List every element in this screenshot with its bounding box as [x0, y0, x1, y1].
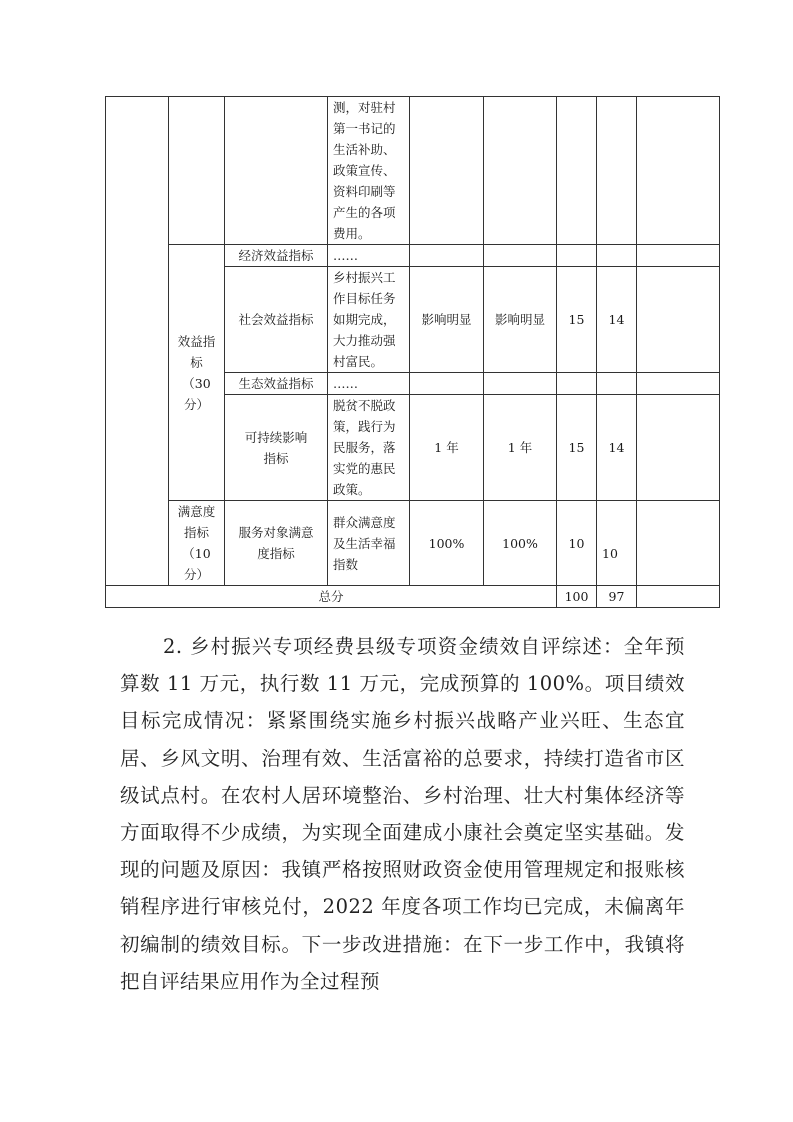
table-row: [106, 501, 720, 586]
score-cell: [597, 245, 637, 267]
text-line: 政策宣传、: [333, 163, 396, 178]
text-line: 分）: [183, 567, 209, 582]
text-line: 民服务，落: [333, 440, 396, 455]
text-line: （30: [182, 375, 211, 391]
second-level-cell: [169, 97, 225, 245]
first-level-cell: [106, 97, 169, 586]
text-line: 服务对象满意: [238, 525, 314, 540]
score-cell: 14: [597, 267, 637, 373]
text-line: 实党的惠民: [333, 461, 396, 476]
indicator-cell: 社会效益指标: [225, 267, 328, 373]
text-line: 脱贫不脱政: [333, 398, 396, 413]
total-weight: 100: [557, 586, 597, 608]
score-cell: 14: [597, 395, 637, 501]
text-line: 作目标任务: [333, 291, 396, 306]
text-line: 如期完成，: [333, 312, 396, 327]
target-cell: 影响明显: [410, 267, 484, 373]
text-line: 度指标: [257, 546, 295, 561]
text-line: 生活补助、: [333, 142, 396, 157]
table-row: [106, 97, 720, 245]
actual-cell: 影响明显: [484, 267, 557, 373]
target-cell: 1 年: [410, 395, 484, 501]
note-cell: [637, 501, 720, 586]
text-line: 标: [190, 354, 203, 370]
benefit-group-label: [169, 245, 225, 501]
content-cell: [328, 395, 410, 501]
score-cell: [597, 97, 637, 245]
weight-cell: [557, 97, 597, 245]
indicator-cell: 生态效益指标: [225, 373, 328, 395]
text-line: ……: [333, 248, 358, 263]
text-line: 指标: [183, 525, 209, 540]
actual-cell: [484, 373, 557, 395]
content-cell: [328, 373, 410, 395]
score-cell: [597, 373, 637, 395]
indicator-cell: [225, 501, 328, 586]
content-lines: [333, 97, 404, 244]
text-line: 资料印刷等: [333, 184, 396, 199]
text-line: 及生活幸福: [333, 535, 396, 551]
satisfaction-group-label: [169, 501, 225, 586]
text-line: 满意度: [177, 504, 216, 519]
indicator-cell: [225, 97, 328, 245]
total-score: 97: [597, 586, 637, 608]
text-line: 测，对驻村: [333, 100, 396, 115]
text-line: 村富民。: [333, 354, 384, 369]
note-cell: [637, 97, 720, 245]
text-line: 分）: [183, 396, 209, 412]
text-line: （10: [182, 546, 211, 561]
note-cell: [637, 373, 720, 395]
score-cell: 10: [597, 501, 637, 586]
weight-cell: 15: [557, 267, 597, 373]
text-line: 效益指: [177, 333, 216, 349]
text-line: 产生的各项: [333, 205, 396, 220]
self-evaluation-paragraph: 2. 乡村振兴专项经费县级专项资金绩效自评综述：全年预算数 11 万元，执行数 11 万元，完成预算的 100%。项目绩效目标完成情况：紧紧围绕实施乡村振兴战略产业兴旺、生态宜居、乡风文明、治理有效、生活富裕的总要求，持续打造省市区级试点村。在农村人居环境整治、乡村治理、壮大村集体经济等方面取得不少成绩，为实现全面建成小康社会奠定坚实基础。发现的问题及原因：我镇严格按照财政资金使用管理规定和报账核销程序进行审核兑付，2022 年度各项工作均已完成，未偏离年初编制的绩效目标。下一步改进措施：在下一步工作中，我镇将把自评结果应用作为全过程预: [120, 635, 685, 993]
text-line: 费用。: [333, 226, 371, 241]
weight-cell: 10: [557, 501, 597, 586]
note-cell: [637, 267, 720, 373]
note-cell: [637, 245, 720, 267]
weight-cell: [557, 245, 597, 267]
actual-cell: [484, 97, 557, 245]
indicator-cell: 经济效益指标: [225, 245, 328, 267]
actual-cell: 1 年: [484, 395, 557, 501]
text-line: ……: [333, 376, 358, 391]
text-line: 乡村振兴工: [333, 270, 396, 285]
text-line: 群众满意度: [333, 514, 396, 530]
content-cell: [328, 245, 410, 267]
text-line: 第一书记的: [333, 121, 396, 136]
target-cell: [410, 373, 484, 395]
text-line: 政策。: [333, 482, 371, 497]
indicator-cell: [225, 395, 328, 501]
total-row: [106, 586, 720, 608]
actual-cell: [484, 245, 557, 267]
weight-cell: [557, 373, 597, 395]
target-cell: [410, 97, 484, 245]
text-line: 大力推动强: [333, 333, 396, 348]
text-line: 指标: [263, 450, 289, 466]
target-cell: 100%: [410, 501, 484, 586]
total-note: [637, 586, 720, 608]
text-line: 可持续影响: [244, 429, 308, 445]
table-row: [106, 245, 720, 267]
content-cell: [328, 97, 410, 245]
actual-cell: 100%: [484, 501, 557, 586]
content-cell: [328, 501, 410, 586]
weight-cell: 15: [557, 395, 597, 501]
text-line: 指数: [333, 556, 359, 572]
target-cell: [410, 245, 484, 267]
content-cell: [328, 267, 410, 373]
total-label: 总分: [106, 586, 557, 608]
text-line: 策，践行为: [333, 419, 396, 434]
note-cell: [637, 395, 720, 501]
performance-table: [105, 96, 720, 608]
